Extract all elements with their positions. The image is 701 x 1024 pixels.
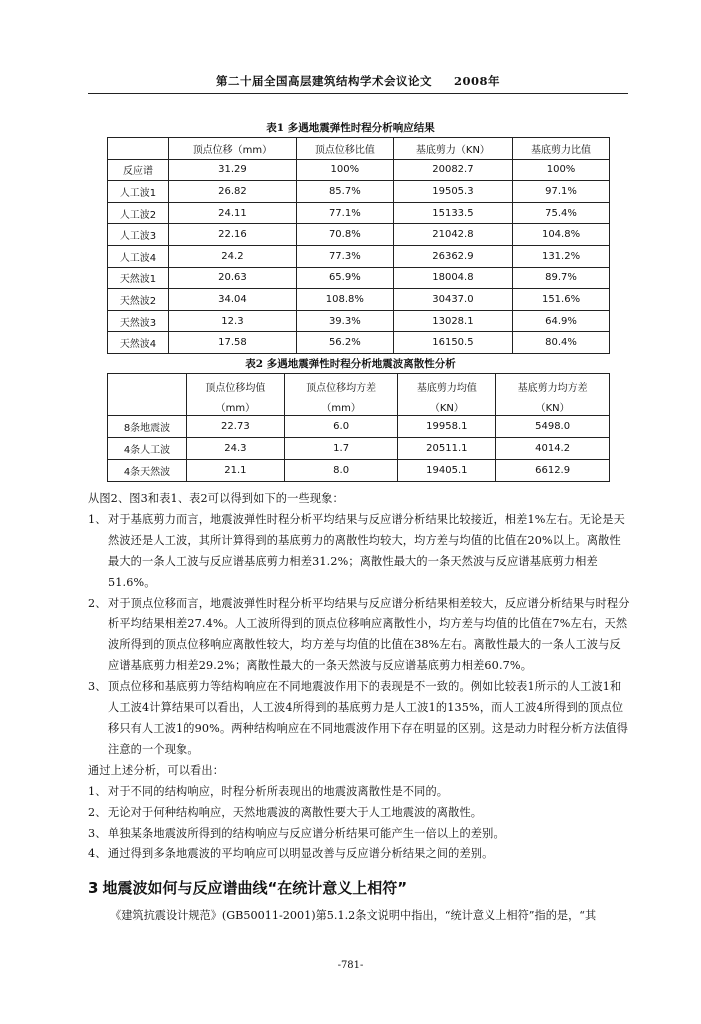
table2-column-header: 基底剪力均值 [398,374,496,399]
row-label: 天然波1 [108,267,169,289]
table1-column-header [108,138,169,160]
table-cell: 16150.5 [393,332,512,354]
table-cell: 24.11 [169,202,297,224]
table-cell: 77.1% [296,202,393,224]
points-list [88,510,630,761]
table-cell: 15133.5 [393,202,512,224]
table-cell: 26.82 [169,181,297,203]
table-cell: 56.2% [296,332,393,354]
section-number: 3 [88,879,99,897]
table-cell: 131.2% [513,245,610,267]
list-text: 对于顶点位移而言，地震波弹性时程分析平均结果与反应谱分析结果相差较大，反应谱分析结果与时程分析平均结果相差27.4%。人工波所得到的顶点位移响应离散性小，均方差与均值的比值在7%左右，天然波所得到的顶点位移响应离散性较大，均方差与均值的比值在38%左右。离散性最大的一条人工波与反应谱基底剪力相差29.2%；离散性最大的一条天然波与反应谱基底剪力相差60.7%。 [108,596,630,673]
table-cell: 75.4% [513,202,610,224]
table2-unit: （KN） [398,398,496,416]
row-label: 4条天然波 [108,460,187,482]
header-title: 第二十届全国高层建筑结构学术会议论文 [215,74,432,88]
list-number: 1、 [88,784,107,798]
table-row [108,289,610,311]
list-number: 4、 [88,847,107,861]
row-label: 人工波1 [108,181,169,203]
table-cell: 12.3 [169,310,297,332]
list-text: 无论对于何种结构响应，天然地震波的离散性要大于人工地震波的离散性。 [108,805,483,819]
table-cell: 18004.8 [393,267,512,289]
row-label: 人工波4 [108,245,169,267]
table-row [108,159,610,181]
table-cell: 30437.0 [393,289,512,311]
table2-unit: （KN） [496,398,610,416]
table-cell: 24.3 [187,438,285,460]
table1 [107,137,610,354]
table-cell: 65.9% [296,267,393,289]
table-cell: 34.04 [169,289,297,311]
list-number: 3、 [88,826,107,840]
table-cell: 89.7% [513,267,610,289]
table-cell: 22.73 [187,416,285,438]
table-cell: 20082.7 [393,159,512,181]
table2-unit: （mm） [284,398,398,416]
table-row [108,181,610,203]
list-item [88,677,630,761]
list-text: 对于不同的结构响应，时程分析所表现出的地震波离散性是不同的。 [108,784,449,798]
row-label: 4条人工波 [108,438,187,460]
list-item [88,782,630,803]
table1-column-header: 基底剪力（KN） [393,138,512,160]
table-cell: 108.8% [296,289,393,311]
table-row [108,438,610,460]
table-cell: 26362.9 [393,245,512,267]
list-item [88,594,630,678]
header-rule [88,93,628,94]
table-cell: 19505.3 [393,181,512,203]
list-text: 单独某条地震波所得到的结构响应与反应谱分析结果可能产生一倍以上的差别。 [108,826,505,840]
table1-caption: 表1 多遇地震弹性时程分析响应结果 [266,122,435,134]
table-cell: 21042.8 [393,224,512,246]
table2-unit: （mm） [187,398,285,416]
intro-paragraph: 从图2、图3和表1、表2可以得到如下的一些现象： [88,492,344,505]
table2-body [108,374,610,482]
summary-intro: 通过上述分析，可以看出： [88,763,225,777]
table-row [108,245,610,267]
table-cell: 22.16 [169,224,297,246]
table1-column-header: 顶点位移（mm） [169,138,297,160]
row-label: 人工波2 [108,202,169,224]
last-line: 《建筑抗震设计规范》(GB50011-2001)第5.1.2条文说明中指出，“统计意义上相符”指的是，“其 [110,909,597,922]
list-number: 2、 [88,805,107,819]
row-label: 天然波4 [108,332,169,354]
table-row [108,310,610,332]
table1-body [108,159,610,353]
table2 [107,373,610,482]
table1-header-row [108,138,610,160]
conclusions-list [88,782,630,866]
table-row [108,460,610,482]
row-label: 人工波3 [108,224,169,246]
table-cell: 85.7% [296,181,393,203]
list-item [88,803,630,824]
table-cell: 64.9% [513,310,610,332]
table-cell: 13028.1 [393,310,512,332]
page-number: -781- [337,960,364,971]
table-row [108,416,610,438]
table-cell: 8.0 [284,460,398,482]
list-item [88,510,630,594]
section-title: 地震波如何与反应谱曲线“在统计意义上相符” [102,879,408,897]
table-cell: 39.3% [296,310,393,332]
table-cell: 151.6% [513,289,610,311]
table-cell: 70.8% [296,224,393,246]
table-cell: 77.3% [296,245,393,267]
table-cell: 20.63 [169,267,297,289]
table2-column-header [108,374,187,416]
table2-column-header: 顶点位移均值 [187,374,285,399]
row-label: 天然波3 [108,310,169,332]
table-cell: 100% [296,159,393,181]
list-text: 通过得到多条地震波的平均响应可以明显改善与反应谱分析结果之间的差别。 [108,847,494,861]
table-cell: 1.7 [284,438,398,460]
table2-column-header: 基底剪力均方差 [496,374,610,399]
table-cell: 100% [513,159,610,181]
running-header [88,73,628,89]
table2-column-header: 顶点位移均方差 [284,374,398,399]
table-cell: 19405.1 [398,460,496,482]
table-cell: 31.29 [169,159,297,181]
table-cell: 80.4% [513,332,610,354]
list-number: 1、 [88,512,107,526]
table-cell: 19958.1 [398,416,496,438]
table1-column-header: 基底剪力比值 [513,138,610,160]
row-label: 天然波2 [108,289,169,311]
table-row [108,224,610,246]
row-label: 8条地震波 [108,416,187,438]
body-text [88,489,630,865]
table-row [108,267,610,289]
table-cell: 4014.2 [496,438,610,460]
table-cell: 17.58 [169,332,297,354]
list-text: 顶点位移和基底剪力等结构响应在不同地震波作用下的表现是不一致的。例如比较表1所示的人工波1和人工波4计算结果可以看出，人工波4所得到的基底剪力是人工波1的135%，而人工波4所得到的顶点位移只有人工波1的90%。两种结构响应在不同地震波作用下存在明显的区别。这是动力时程分析方法值得注意的一个现象。 [108,680,629,756]
table-cell: 6612.9 [496,460,610,482]
list-item [88,844,630,865]
table-cell: 5498.0 [496,416,610,438]
table-row [108,202,610,224]
row-label: 反应谱 [108,159,169,181]
list-number: 3、 [88,680,107,694]
table2-header-row [108,374,610,399]
table-row [108,332,610,354]
table-cell: 97.1% [513,181,610,203]
header-year: 2008年 [453,74,500,88]
table-cell: 6.0 [284,416,398,438]
list-text: 对于基底剪力而言，地震波弹性时程分析平均结果与反应谱分析结果比较接近，相差1%左右。无论是天然波还是人工波，其所计算得到的基底剪力的离散性均较大，均方差与均值的比值在20%以上。离散性最大的一条人工波与反应谱基底剪力相差31.2%；离散性最大的一条天然波与反应谱基底剪力相差51.6%。 [108,512,625,589]
list-number: 2、 [88,596,107,610]
table-cell: 20511.1 [398,438,496,460]
table-cell: 24.2 [169,245,297,267]
table1-column-header: 顶点位移比值 [296,138,393,160]
section-heading [88,877,407,898]
table2-caption: 表2 多遇地震弹性时程分析地震波离散性分析 [245,358,456,370]
list-item [88,824,630,845]
table-cell: 21.1 [187,460,285,482]
table-cell: 104.8% [513,224,610,246]
